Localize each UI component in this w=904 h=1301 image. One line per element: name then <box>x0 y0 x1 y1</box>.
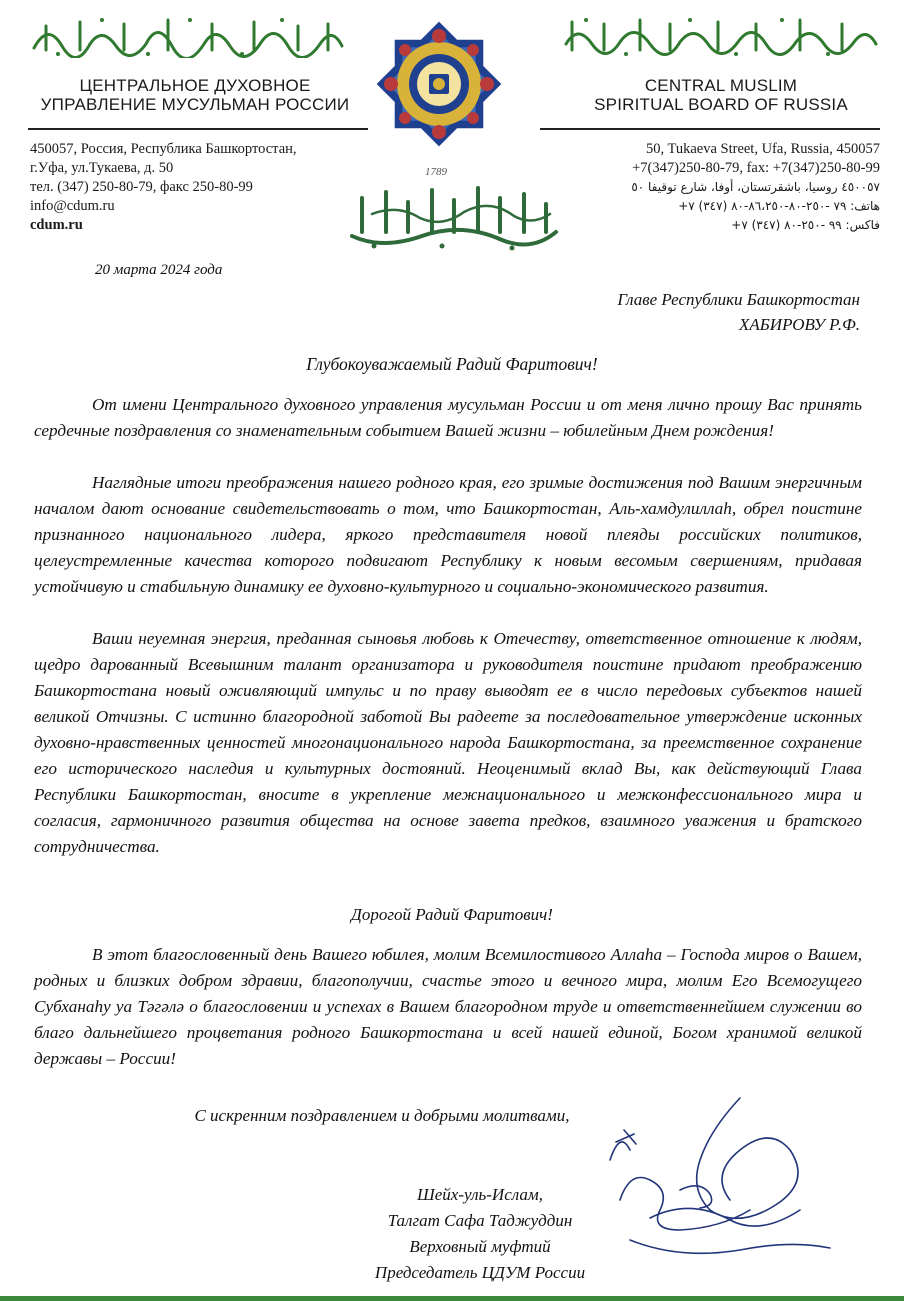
footer-green-line <box>0 1296 904 1301</box>
emblem-year: 1789 <box>425 166 447 178</box>
ru-phone: тел. (347) 250-80-79, факс 250-80-99 <box>30 179 253 195</box>
email-link[interactable]: info@cdum.ru <box>30 198 115 214</box>
emblem-rosette-icon <box>375 6 503 164</box>
ar-fax: فاكس: ٩٩ -٢٥٠-٨٠ (٣٤٧) ٧+ <box>731 218 880 232</box>
paragraph-1: От имени Центрального духовного управления мусульман России и от меня лично прошу Вас принять сердечные поздравления со знаменательным событием Вашей жизни – юбилейным Днем рождения! <box>34 395 862 440</box>
ru-address-line1: 450057, Россия, Республика Башкортостан, <box>30 141 297 157</box>
header-rule-right <box>540 128 880 130</box>
basmala-calligraphy-icon <box>342 184 564 256</box>
paragraph-4: В этот благословенный день Вашего юбилея, молим Всемилостивого Аллаһа – Господа миров о Вашем, родных и близких добром здравии, благополучии, счастье этого и вечного мира, молим Его Всемогущего Субханаһу уа Тәгәлә о благословении и успехах в Вашем благородном труде и ответственнейшем служении во благо дальнейшего процветания родного Башкортостана и всей нашей единой, Богом хранимой великой державы – России! <box>34 945 862 1068</box>
org-name-english <box>556 76 886 114</box>
calligraphy-left-graphic <box>28 14 348 58</box>
website-link[interactable]: cdum.ru <box>30 217 83 233</box>
org-name-ru-line1: ЦЕНТРАЛЬНОЕ ДУХОВНОЕ <box>79 76 311 95</box>
letter-date: 20 марта 2024 года <box>95 262 223 278</box>
calligraphy-right-graphic <box>560 14 880 58</box>
addressee-line2: ХАБИРОВУ Р.Ф. <box>739 315 860 334</box>
paragraph-3: Ваши неуемная энергия, преданная сыновья любовь к Отечеству, ответственное отношение к людям, щедро дарованный Всевышним талант организатора и руководителя поистине придают преображению Башкортостана новый оживляющий импульс и по праву выводят ее в число передовых субъектов нашей великой Отчизны. С истинно благородной заботой Вы радеете за последовательное утверждение исконных духовно-нравственных ценностей многонационального народа Башкортостана, за преемственное сохранение его исторического наследия и культурных достояний. Неоценимый вклад Вы, как действующий Глава Республики Башкортостан, вносите в укрепление межнационального и межконфессионального мира и согласия, гармоничного развития общества на основе завета предков, взаимного уважения и братского сотрудничества. <box>34 629 862 856</box>
closing-phrase: С искренним поздравлением и добрыми молитвами, <box>194 1106 570 1125</box>
arabic-calligraphy-heading <box>560 14 880 58</box>
paragraph-2: Наглядные итоги преображения нашего родного края, его зримые достижения под Вашим энергичным началом дают основание свидетельствовать о том, что Башкортостан, Аль-хамдулиллаһ, обрел поистине признанного национального лидера, яркого представителя новой плеяды российских политиков, целеустремленные качества которого подвигают Республику к новым весомым свершениям, придавая устойчивую и стабильную динамику ее духовно-культурного и социально-экономического развития. <box>34 473 862 596</box>
greeting: Глубокоуважаемый Радий Фаритович! <box>306 354 598 374</box>
address-russian <box>30 140 297 235</box>
org-name-en-line1: CENTRAL MUSLIM <box>644 76 798 95</box>
signatory-title-1: Шейх-уль-Ислам, <box>417 1185 543 1204</box>
en-phone: +7(347)250-80-79, fax: +7(347)250-80-99 <box>632 160 880 176</box>
addressee-block <box>617 287 860 337</box>
ar-address: ٤٥٠٠٥٧ روسيا، باشقرتستان، أوفا، شارع توقيفا ٥٠ <box>631 180 880 194</box>
signatory-title-3: Председатель ЦДУМ России <box>374 1263 586 1282</box>
org-name-russian <box>30 76 360 114</box>
address-english-arabic <box>631 140 880 235</box>
signatory-block <box>330 1182 630 1286</box>
salutation-second: Дорогой Радий Фаритович! <box>351 905 553 924</box>
signatory-title-2: Верховный муфтий <box>409 1237 551 1256</box>
signatory-name: Талгат Сафа Таджуддин <box>387 1211 573 1230</box>
en-address: 50, Tukaeva Street, Ufa, Russia, 450057 <box>646 141 880 157</box>
addressee-line1: Главе Республики Башкортостан <box>617 290 860 309</box>
ar-phone: هاتف: ٧٩ -٢٥٠-٨٠-٨٦،٢٥٠-٨٠ (٣٤٧) ٧+ <box>678 199 880 213</box>
org-name-en-line2: SPIRITUAL BOARD OF RUSSIA <box>594 95 848 114</box>
ru-address-line2: г.Уфа, ул.Тукаева, д. 50 <box>30 160 174 176</box>
org-name-ru-line2: УПРАВЛЕНИЕ МУСУЛЬМАН РОССИИ <box>40 95 350 114</box>
header-rule-left <box>28 128 368 130</box>
emblem-graphic <box>375 6 503 164</box>
tatar-calligraphy-heading <box>28 14 348 58</box>
basmala-graphic <box>342 184 564 256</box>
